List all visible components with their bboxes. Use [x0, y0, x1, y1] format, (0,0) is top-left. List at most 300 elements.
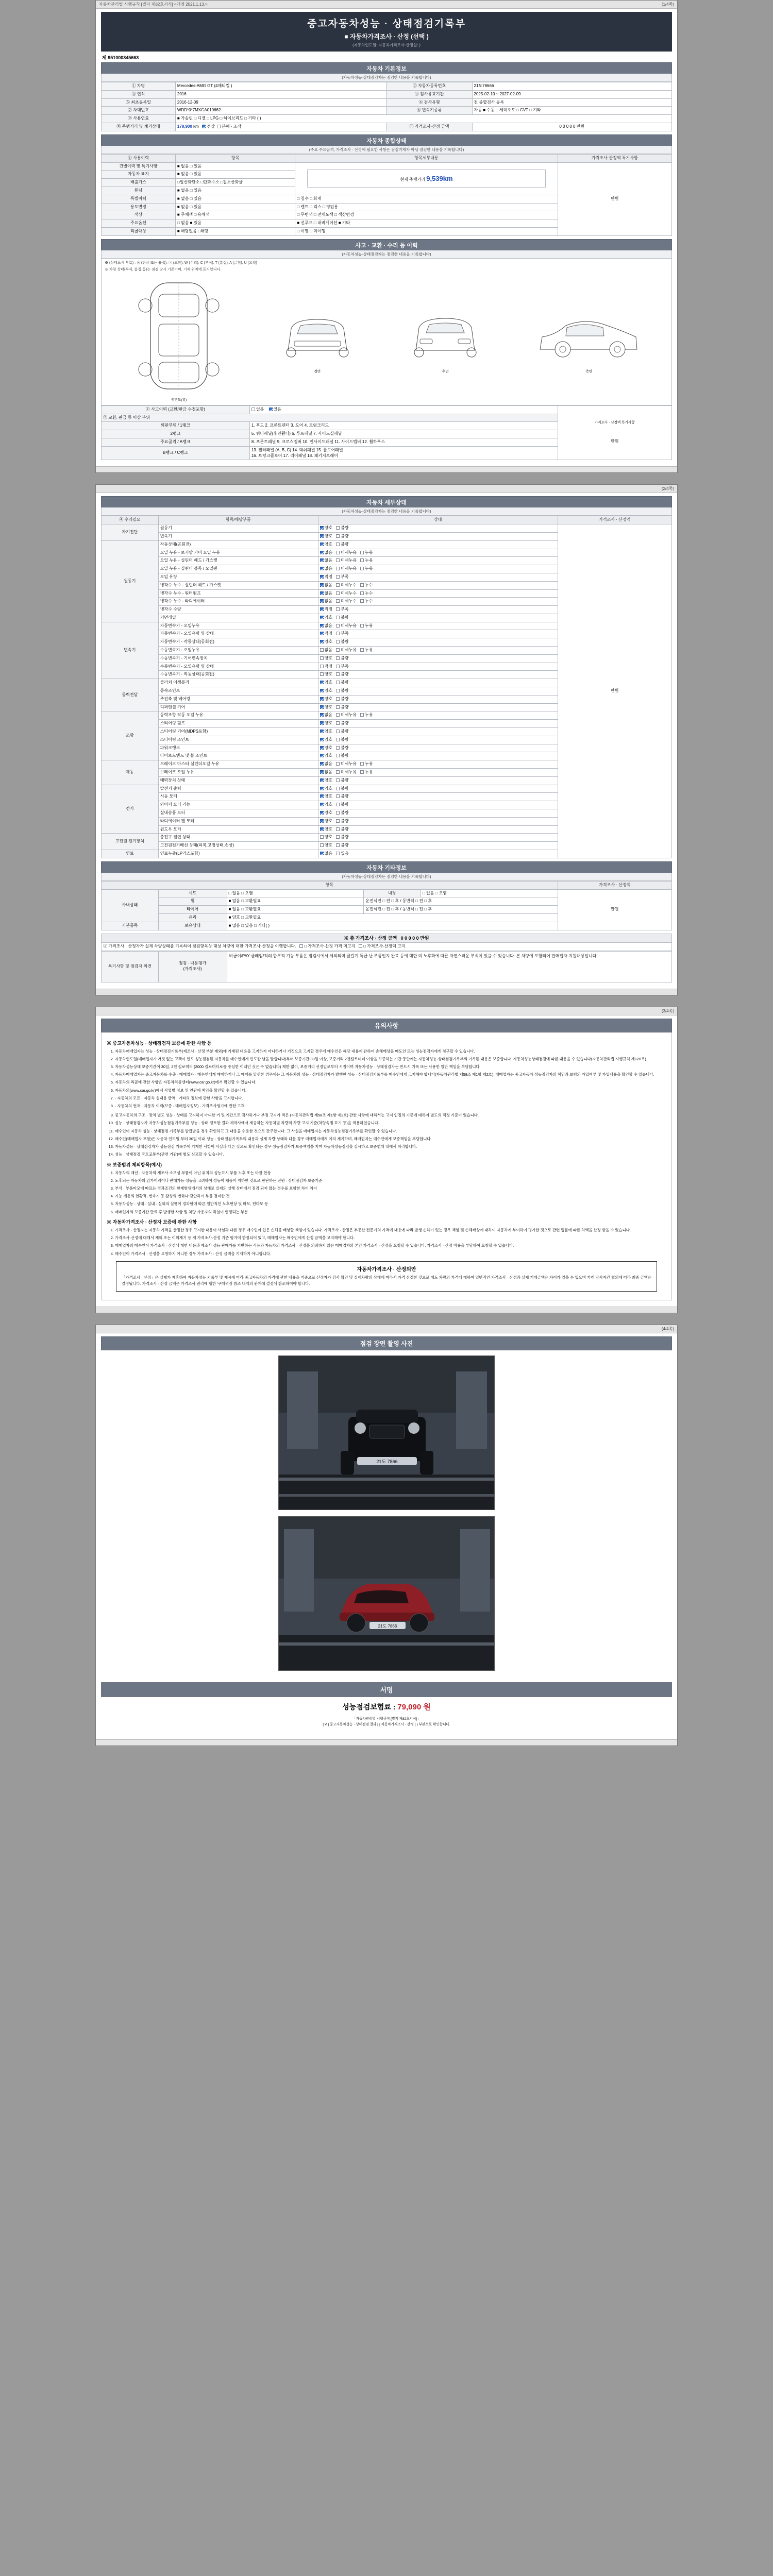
detail-item-state[interactable] — [318, 532, 558, 540]
option-checkbox[interactable] — [320, 843, 324, 847]
option-checkbox[interactable] — [320, 819, 324, 823]
detail-item-state[interactable] — [318, 663, 558, 671]
notice-list-4 — [115, 1227, 666, 1257]
option-item[interactable] — [336, 835, 348, 840]
option-checkbox[interactable] — [360, 762, 364, 766]
option-checkbox[interactable] — [336, 681, 340, 684]
option-item[interactable] — [336, 526, 348, 531]
notice-list-2 — [115, 1112, 666, 1158]
option-item[interactable] — [320, 574, 332, 580]
option-checkbox[interactable] — [336, 730, 340, 733]
option-item[interactable] — [320, 810, 332, 816]
option-item[interactable] — [336, 542, 348, 548]
detail-item-state[interactable] — [318, 679, 558, 687]
detail-item-state[interactable] — [318, 622, 558, 630]
detail-item-state[interactable] — [318, 736, 558, 744]
option-item[interactable] — [320, 672, 332, 677]
option-checkbox[interactable] — [336, 770, 340, 774]
accident-yes-option[interactable]: 있음 — [269, 407, 281, 413]
option-checkbox[interactable] — [320, 526, 324, 530]
option-item[interactable] — [320, 802, 332, 808]
etc-group-0: 사내상태 — [102, 889, 159, 922]
option-item[interactable] — [336, 599, 357, 604]
document-subtitle: ■ 자동차가격조사 · 산정 (선택 ) — [344, 33, 429, 40]
option-item[interactable] — [320, 770, 332, 775]
option-checkbox[interactable] — [320, 794, 324, 798]
page-4-strip — [96, 1325, 677, 1333]
option-label: 누유 — [365, 558, 373, 563]
option-item[interactable] — [320, 697, 332, 702]
option-label: 없음 — [324, 582, 333, 587]
detail-item-state[interactable] — [318, 695, 558, 703]
option-label: 양호 — [324, 680, 333, 685]
option-item[interactable] — [336, 631, 348, 637]
option-item[interactable] — [336, 753, 348, 759]
option-checkbox[interactable] — [320, 632, 324, 635]
option-checkbox[interactable] — [320, 713, 324, 717]
accident-assess-label: 가격조사 · 산정액 특기사항 — [594, 421, 635, 425]
option-checkbox[interactable] — [360, 567, 364, 570]
detail-item-state[interactable] — [318, 589, 558, 598]
option-item[interactable] — [336, 745, 348, 751]
option-checkbox[interactable] — [320, 648, 324, 652]
detail-item-state[interactable] — [318, 825, 558, 834]
detail-item-state[interactable] — [318, 720, 558, 728]
option-checkbox[interactable] — [320, 558, 324, 562]
option-label: 없음 — [324, 851, 333, 856]
option-checkbox[interactable] — [320, 689, 324, 692]
remarks-row-label: 점검 · 내용평가 (가격조사) — [158, 951, 227, 982]
option-item[interactable] — [320, 534, 332, 539]
option-item[interactable] — [336, 656, 348, 662]
option-item[interactable] — [320, 761, 332, 767]
overall-col-0: ① 사용이력 — [102, 154, 176, 162]
detail-item-name: 고전원전기배선 상태(피복,고정상태,손상) — [158, 842, 318, 850]
car-top-view-icon — [130, 277, 228, 395]
option-checkbox[interactable] — [320, 534, 324, 538]
accident-rank-2: A랭크 — [179, 439, 191, 444]
option-checkbox[interactable] — [336, 575, 340, 579]
option-checkbox[interactable] — [360, 599, 364, 603]
option-checkbox[interactable] — [336, 672, 340, 676]
option-checkbox[interactable] — [336, 583, 340, 587]
option-checkbox[interactable] — [336, 665, 340, 668]
option-checkbox[interactable] — [336, 787, 340, 790]
option-item[interactable] — [336, 851, 348, 857]
option-item[interactable] — [336, 648, 357, 653]
option-item[interactable] — [320, 639, 332, 645]
option-label: 누유 — [365, 648, 373, 653]
option-checkbox[interactable] — [360, 558, 364, 562]
document-number: 제 951000345663 — [102, 55, 139, 60]
option-item[interactable] — [320, 737, 332, 743]
option-checkbox[interactable] — [320, 705, 324, 709]
detail-item-state[interactable] — [318, 801, 558, 809]
option-checkbox[interactable] — [336, 689, 340, 692]
etc-name-0: 시트 — [158, 889, 227, 897]
document-title: 중고자동차성능 · 상태점검기록부 — [307, 19, 466, 29]
option-item[interactable] — [360, 599, 373, 604]
option-checkbox[interactable] — [320, 746, 324, 750]
notice-1-item: 2. 자동차인도일(매매업자가 거짓 없는 고객이 인도 성능점검된 자동차를 매수인에게 인도한 날을 말합니다)부터 보증기간 30일 이상, 보증거리 2천킬로미터 이상을 보증하는 기간 동안에는 자동차성능·상태점검기록부의 기록된 내용은 보증합니다. 자동차성능상태점검에 따른 내용을 수 있습니다(자동차관리법 시행규칙 제120조). — [115, 1056, 666, 1062]
option-item[interactable] — [336, 591, 357, 597]
option-checkbox[interactable] — [336, 843, 340, 847]
notice-1-item: 8. · 자동차의 현재 · 자동차 이력(보증 · 매매업자정보) · 가격조사평가에 관한 고객. — [115, 1103, 666, 1109]
detail-item-state[interactable] — [318, 598, 558, 606]
option-item[interactable] — [360, 566, 373, 572]
option-item[interactable] — [360, 648, 373, 653]
option-item[interactable] — [336, 558, 357, 564]
accident-text-4a: 16. 트렁크플로어 17. 리어패널 18. 패키지트레이 — [251, 453, 338, 458]
option-checkbox[interactable] — [336, 632, 340, 635]
option-checkbox[interactable] — [320, 583, 324, 587]
option-checkbox[interactable] — [336, 648, 340, 652]
assess-price-checkbox[interactable] — [359, 944, 362, 948]
accident-rank-4: C랭크 — [177, 450, 188, 455]
detail-item-state[interactable] — [318, 614, 558, 622]
option-checkbox[interactable] — [336, 754, 340, 757]
table-row — [102, 123, 672, 131]
option-item[interactable] — [320, 631, 332, 637]
option-item[interactable] — [336, 615, 348, 621]
option-checkbox[interactable] — [320, 852, 324, 855]
etc-assess: 만원 — [558, 889, 671, 930]
option-checkbox[interactable] — [360, 770, 364, 774]
option-item[interactable] — [320, 721, 332, 726]
option-item[interactable] — [336, 794, 348, 800]
option-checkbox[interactable] — [360, 583, 364, 587]
option-item[interactable] — [336, 713, 357, 718]
option-item[interactable] — [336, 607, 348, 613]
option-checkbox[interactable] — [320, 721, 324, 725]
option-item[interactable] — [336, 574, 348, 580]
option-item[interactable] — [336, 583, 357, 588]
detail-item-name: 오일 누유 - 실린더 블록 / 오일팬 — [158, 565, 318, 573]
option-checkbox[interactable] — [336, 624, 340, 628]
option-item[interactable] — [336, 639, 348, 645]
detail-item-state[interactable] — [318, 850, 558, 858]
option-label: 양호 — [324, 533, 333, 538]
option-item[interactable] — [360, 713, 373, 718]
option-checkbox[interactable] — [320, 754, 324, 757]
option-label: 없음 — [324, 770, 333, 775]
option-item[interactable] — [336, 705, 348, 710]
detail-item-state[interactable] — [318, 687, 558, 696]
option-item[interactable] — [360, 550, 373, 556]
detail-item-state[interactable] — [318, 834, 558, 842]
option-item[interactable] — [336, 810, 348, 816]
option-label: 불량 — [341, 541, 349, 547]
detail-item-state[interactable] — [318, 703, 558, 711]
detail-item-name: 스티어링 기어(MDPS포함) — [158, 728, 318, 736]
option-item[interactable] — [320, 778, 332, 784]
option-checkbox[interactable] — [320, 607, 324, 611]
option-checkbox[interactable] — [320, 770, 324, 774]
option-checkbox[interactable] — [336, 551, 340, 554]
option-item[interactable] — [336, 623, 357, 629]
option-item[interactable] — [336, 664, 348, 670]
option-checkbox[interactable] — [336, 599, 340, 603]
option-checkbox[interactable] — [336, 656, 340, 660]
table-row — [102, 942, 672, 951]
section-etc-subheader: (자동차성능·상태점검자는 점검한 내용을 기록합니다) — [101, 873, 672, 881]
option-item[interactable] — [336, 697, 348, 702]
detail-item-state[interactable] — [318, 549, 558, 557]
option-checkbox[interactable] — [320, 665, 324, 668]
option-item[interactable] — [336, 827, 348, 833]
option-item[interactable] — [320, 615, 332, 621]
detail-item-state[interactable] — [318, 573, 558, 581]
option-checkbox[interactable] — [320, 811, 324, 815]
detail-item-state[interactable] — [318, 581, 558, 589]
detail-item-state[interactable] — [318, 760, 558, 769]
notice-4-item: 4. 매수인이 가격조사 · 산정을 요청하지 아니한 경우 가격조사 · 산정 금액을 기재하지 아니합니다. — [115, 1251, 666, 1257]
detail-item-name: 커먼레일 — [158, 614, 318, 622]
option-item[interactable] — [360, 558, 373, 564]
option-checkbox[interactable] — [320, 591, 324, 595]
option-checkbox[interactable] — [320, 762, 324, 766]
inspection-photo-2 — [278, 1516, 495, 1671]
option-item[interactable] — [336, 761, 357, 767]
option-checkbox[interactable] — [336, 543, 340, 546]
option-item[interactable] — [336, 778, 348, 784]
option-checkbox[interactable] — [320, 730, 324, 733]
option-checkbox[interactable] — [336, 558, 340, 562]
option-item[interactable] — [320, 583, 332, 588]
basic-value-3: WDD*0*7MXGA010662 — [175, 107, 386, 115]
option-checkbox[interactable] — [336, 746, 340, 750]
option-checkbox[interactable] — [320, 599, 324, 603]
option-label: 부족 — [341, 664, 349, 669]
option-checkbox[interactable] — [336, 778, 340, 782]
option-item[interactable] — [320, 688, 332, 694]
option-item[interactable] — [336, 770, 357, 775]
option-checkbox[interactable] — [320, 778, 324, 782]
option-checkbox[interactable] — [320, 681, 324, 684]
option-checkbox[interactable] — [336, 526, 340, 530]
option-checkbox[interactable] — [336, 697, 340, 701]
notice-1-item: 3. 자동차성능상태 보증기간이 30일, 2천 킬로미터 (2000 킬로미터로를 중심한 이내인 것은 수 없습니다) 제한 없이, 보증거리 선정일로부터 시점이며 자동차성능 · 상태점검자는 반드시 기록 또는 사용한 일반 책임을 부담합니다. — [115, 1064, 666, 1070]
option-checkbox[interactable] — [336, 852, 340, 855]
detail-item-state[interactable] — [318, 728, 558, 736]
assess-total-label: ※ 총 가격조사 · 산정 금액 — [344, 935, 397, 941]
detail-item-state[interactable] — [318, 540, 558, 549]
option-item[interactable] — [320, 599, 332, 604]
option-label: 불량 — [341, 818, 349, 823]
accident-text-3a: 13. 필러패널 (A, B, C) 14. 대쉬패널 15. 플로어패널 — [251, 447, 343, 452]
option-checkbox[interactable] — [320, 697, 324, 701]
option-checkbox[interactable] — [320, 575, 324, 579]
detail-item-state[interactable] — [318, 809, 558, 818]
overall-col-3: 가격조사·산정액 특기사항 — [558, 154, 671, 162]
option-item[interactable] — [336, 721, 348, 726]
option-item[interactable] — [336, 680, 348, 686]
section-basic-header: 자동차 기본정보 — [101, 62, 672, 74]
price-unit: 만원 — [576, 124, 585, 129]
accident-none-option[interactable]: 없음 — [251, 407, 264, 413]
option-checkbox[interactable] — [320, 543, 324, 546]
option-item[interactable] — [360, 591, 373, 597]
option-checkbox[interactable] — [320, 787, 324, 790]
accident-group-2: 주요골격 / A랭크 — [102, 438, 250, 446]
option-item[interactable] — [336, 550, 357, 556]
notice-3-item: 2. 노후되는 자동차의 감가이력이나 판매가능 성능을 고려하여 성능이 제품이 저하한 것으로 판단하는 전원 · 상태점검자 보증기준 — [115, 1178, 666, 1184]
option-item[interactable] — [336, 688, 348, 694]
option-item[interactable] — [336, 566, 357, 572]
detail-item-state[interactable] — [318, 647, 558, 655]
option-item[interactable] — [336, 819, 348, 824]
basic-label2-2: ⑥ 검사유형 — [386, 98, 472, 107]
accident-none-checkbox[interactable] — [251, 408, 255, 411]
overall-name-2: 배출가스 — [102, 179, 176, 187]
option-item[interactable] — [360, 623, 373, 629]
option-checkbox[interactable] — [320, 567, 324, 570]
etc-left-2: ■ 없음 □ 교환필요 — [227, 906, 364, 914]
option-checkbox[interactable] — [336, 738, 340, 741]
option-item[interactable] — [320, 664, 332, 670]
option-item[interactable] — [360, 583, 373, 588]
option-checkbox[interactable] — [336, 713, 340, 717]
option-item[interactable] — [320, 591, 332, 597]
detail-item-state[interactable] — [318, 817, 558, 825]
detail-item-state[interactable] — [318, 565, 558, 573]
detail-item-name: 원동기 — [158, 524, 318, 533]
option-checkbox[interactable] — [336, 819, 340, 823]
option-checkbox[interactable] — [320, 656, 324, 660]
detail-item-state[interactable] — [318, 793, 558, 801]
option-item[interactable] — [320, 550, 332, 556]
option-checkbox[interactable] — [336, 811, 340, 815]
option-checkbox[interactable] — [336, 794, 340, 798]
option-item[interactable] — [360, 761, 373, 767]
option-checkbox[interactable] — [336, 616, 340, 619]
option-item[interactable] — [336, 843, 348, 849]
option-checkbox[interactable] — [336, 534, 340, 538]
option-checkbox[interactable] — [336, 827, 340, 831]
option-item[interactable] — [320, 656, 332, 662]
option-item[interactable] — [336, 672, 348, 677]
option-item[interactable] — [336, 729, 348, 735]
option-checkbox[interactable] — [320, 616, 324, 619]
option-checkbox[interactable] — [320, 827, 324, 831]
option-item[interactable] — [320, 843, 332, 849]
option-item[interactable] — [336, 786, 348, 792]
option-checkbox[interactable] — [336, 762, 340, 766]
option-checkbox[interactable] — [336, 567, 340, 570]
option-item[interactable] — [320, 526, 332, 531]
option-item[interactable] — [320, 794, 332, 800]
option-label: 불량 — [341, 704, 349, 709]
option-item[interactable] — [320, 819, 332, 824]
odometer-normal-checkbox[interactable] — [202, 125, 206, 128]
option-checkbox[interactable] — [320, 672, 324, 676]
option-checkbox[interactable] — [320, 803, 324, 806]
option-item[interactable] — [320, 566, 332, 572]
accident-yes-checkbox[interactable] — [269, 408, 273, 411]
detail-item-state[interactable] — [318, 557, 558, 565]
option-label: 불량 — [341, 777, 349, 783]
detail-item-state[interactable] — [318, 638, 558, 647]
option-checkbox[interactable] — [336, 591, 340, 595]
option-checkbox[interactable] — [336, 803, 340, 806]
option-item[interactable] — [320, 607, 332, 613]
option-checkbox[interactable] — [360, 648, 364, 652]
option-item[interactable] — [320, 729, 332, 735]
option-checkbox[interactable] — [360, 591, 364, 595]
option-checkbox[interactable] — [360, 551, 364, 554]
option-item[interactable] — [320, 753, 332, 759]
option-label: 누유 — [365, 566, 373, 571]
detail-item-state[interactable] — [318, 785, 558, 793]
option-label: 불량 — [341, 802, 349, 807]
option-item[interactable] — [336, 534, 348, 539]
detail-item-state[interactable] — [318, 776, 558, 785]
option-checkbox[interactable] — [336, 705, 340, 709]
option-item[interactable] — [320, 705, 332, 710]
option-item[interactable] — [320, 713, 332, 718]
option-checkbox[interactable] — [360, 713, 364, 717]
notice-3-item: 5. 자동차성능 · 상태 · 실내 · 실외의 실행이 경과함에 따른 일반적인 노후현상 및 마모, 편마모 등 — [115, 1201, 666, 1207]
page-1-footer — [96, 466, 677, 472]
assess-no-price-checkbox[interactable] — [299, 944, 303, 948]
option-item[interactable] — [320, 745, 332, 751]
option-item[interactable] — [320, 558, 332, 564]
detail-item-state[interactable] — [318, 671, 558, 679]
odometer-tampered-checkbox[interactable] — [217, 125, 221, 128]
inspection-photo-1 — [278, 1355, 495, 1510]
option-item[interactable] — [320, 835, 332, 840]
option-checkbox[interactable] — [320, 551, 324, 554]
option-checkbox[interactable] — [320, 835, 324, 839]
detail-item-state[interactable] — [318, 711, 558, 720]
notice-3-item: 1. 자동차의 매년 · 자동차의 제조사 소모성 부품이 아닌 위치의 성능표시 부품 노후 또는 마찰 현상 — [115, 1170, 666, 1176]
option-item[interactable] — [336, 802, 348, 808]
detail-item-state[interactable] — [318, 744, 558, 752]
notice-sec1-title: ※ 중고자동차성능 · 상태점검자 보증에 관한 사항 등 — [107, 1040, 212, 1046]
option-item[interactable] — [320, 786, 332, 792]
option-checkbox[interactable] — [320, 624, 324, 628]
option-checkbox[interactable] — [336, 607, 340, 611]
detail-item-name: 오일 누유 - 실린더 헤드 / 가스켓 — [158, 557, 318, 565]
option-checkbox[interactable] — [336, 640, 340, 643]
detail-item-state[interactable] — [318, 524, 558, 533]
option-item[interactable] — [320, 542, 332, 548]
option-checkbox[interactable] — [336, 835, 340, 839]
option-item[interactable] — [320, 827, 332, 833]
option-item[interactable] — [360, 770, 373, 775]
option-item[interactable] — [320, 648, 332, 653]
table-row — [102, 98, 672, 107]
option-item[interactable] — [336, 737, 348, 743]
detail-item-state[interactable] — [318, 630, 558, 638]
detail-item-state[interactable] — [318, 769, 558, 777]
option-checkbox[interactable] — [320, 738, 324, 741]
detail-item-state[interactable] — [318, 752, 558, 760]
detail-item-state[interactable] — [318, 606, 558, 614]
option-checkbox[interactable] — [320, 640, 324, 643]
photos-header: 점검 장면 촬영 사진 — [101, 1336, 672, 1350]
detail-item-state[interactable] — [318, 842, 558, 850]
etc-col-0: 항목 — [102, 881, 558, 889]
option-checkbox[interactable] — [360, 624, 364, 628]
option-item[interactable] — [320, 623, 332, 629]
option-item[interactable] — [320, 680, 332, 686]
option-checkbox[interactable] — [336, 721, 340, 725]
accident-rank-0: 1랭크 — [180, 423, 191, 428]
basic-label-5: ⑩ 주행거리 및 계기상태 — [102, 123, 176, 131]
detail-item-state[interactable] — [318, 654, 558, 663]
option-item[interactable] — [320, 851, 332, 857]
